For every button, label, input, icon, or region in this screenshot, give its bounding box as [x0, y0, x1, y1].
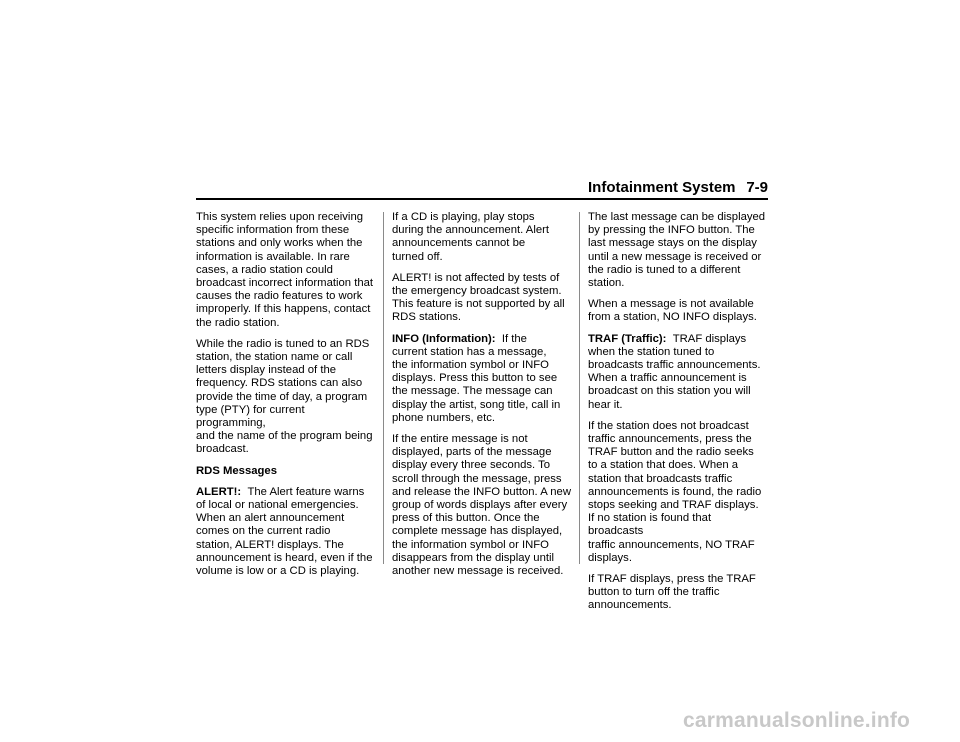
paragraph-lead: INFO (Information):	[392, 332, 496, 345]
paragraph	[392, 433, 572, 578]
paragraph-text: If TRAF displays, press the TRAF button to turn off the traffic announcements.	[588, 573, 756, 612]
subheading-rds-messages: RDS Messages	[196, 464, 277, 477]
section-title: Infotainment System	[588, 179, 736, 196]
paragraph-text: ALERT! is not affected by tests of the emergency broadcast system. This feature is not supported by all RDS stations.	[392, 271, 565, 324]
paragraph	[588, 420, 768, 565]
page-header	[572, 178, 768, 198]
header-rule	[196, 198, 768, 200]
paragraph-text: If the entire message is not displayed, parts of the message display every three seconds. To scroll through the message, press and release the INFO button. A new group of words displays after every press of this button. Once the complete message has displayed, the information symbol or INFO disappears from the display until another new message is received.	[392, 433, 571, 578]
paragraph-text: TRAF displays when the station tuned to broadcasts traffic announcements. When a traffic announcement is broadcast on this station you will hear it.	[588, 332, 761, 411]
paragraph	[196, 211, 376, 330]
paragraph	[588, 333, 768, 412]
column-divider	[579, 212, 580, 564]
watermark: carmanualsonline.info	[683, 709, 911, 732]
text-column-2	[392, 211, 572, 586]
paragraph-lead: TRAF (Traffic):	[588, 332, 667, 345]
text-column-1	[196, 211, 376, 586]
paragraph-text: This system relies upon receiving specific information from these stations and only works when the information is available. In rare cases, a radio station could broadcast incorrect information that causes the radio features to work improperly. If this happens, contact the radio station.	[196, 211, 374, 329]
paragraph	[588, 573, 768, 613]
paragraph	[196, 338, 376, 457]
paragraph-text: If a CD is playing, play stops during the announcement. Alert announcements cannot be turned off.	[392, 211, 550, 263]
paragraph-text: If the current station has a message, the information symbol or INFO displays. Press this button to see the message. The message can display the artist, song title, call in phone numbers, etc.	[392, 332, 561, 424]
paragraph-text: The Alert feature warns of local or national emergencies. When an alert announcement comes on the current radio station, ALERT! displays. The announcement is heard, even if the volume is low or a CD is playing.	[196, 485, 373, 578]
paragraph	[392, 211, 572, 264]
paragraph-text: While the radio is tuned to an RDS station, the station name or call letters display instead of the frequency. RDS stations can also provide the time of day, a program type (PTY) for current programming, and the name of the program being broadcast.	[196, 337, 373, 456]
paragraph-text: If the station does not broadcast traffic announcements, press the TRAF button and the radio seeks to a station that does. When a station that broadcasts traffic announcements is found, the radio stops seeking and TRAF displays. If no station is found that broadcasts traffic announcements, NO TRAF displays.	[588, 419, 762, 564]
paragraph-text: When a message is not available from a station, NO INFO displays.	[588, 298, 757, 324]
page-number: 7-9	[746, 179, 768, 196]
paragraph	[588, 211, 768, 290]
column-divider	[383, 212, 384, 564]
paragraph	[196, 465, 376, 478]
paragraph	[392, 333, 572, 425]
paragraph	[588, 298, 768, 324]
paragraph-lead: ALERT!:	[196, 485, 242, 498]
text-column-3	[588, 211, 768, 621]
paragraph	[196, 486, 376, 578]
paragraph-text: The last message can be displayed by pressing the INFO button. The last message stays on the display until a new message is received or the radio is tuned to a different station.	[588, 211, 766, 290]
paragraph	[392, 272, 572, 325]
